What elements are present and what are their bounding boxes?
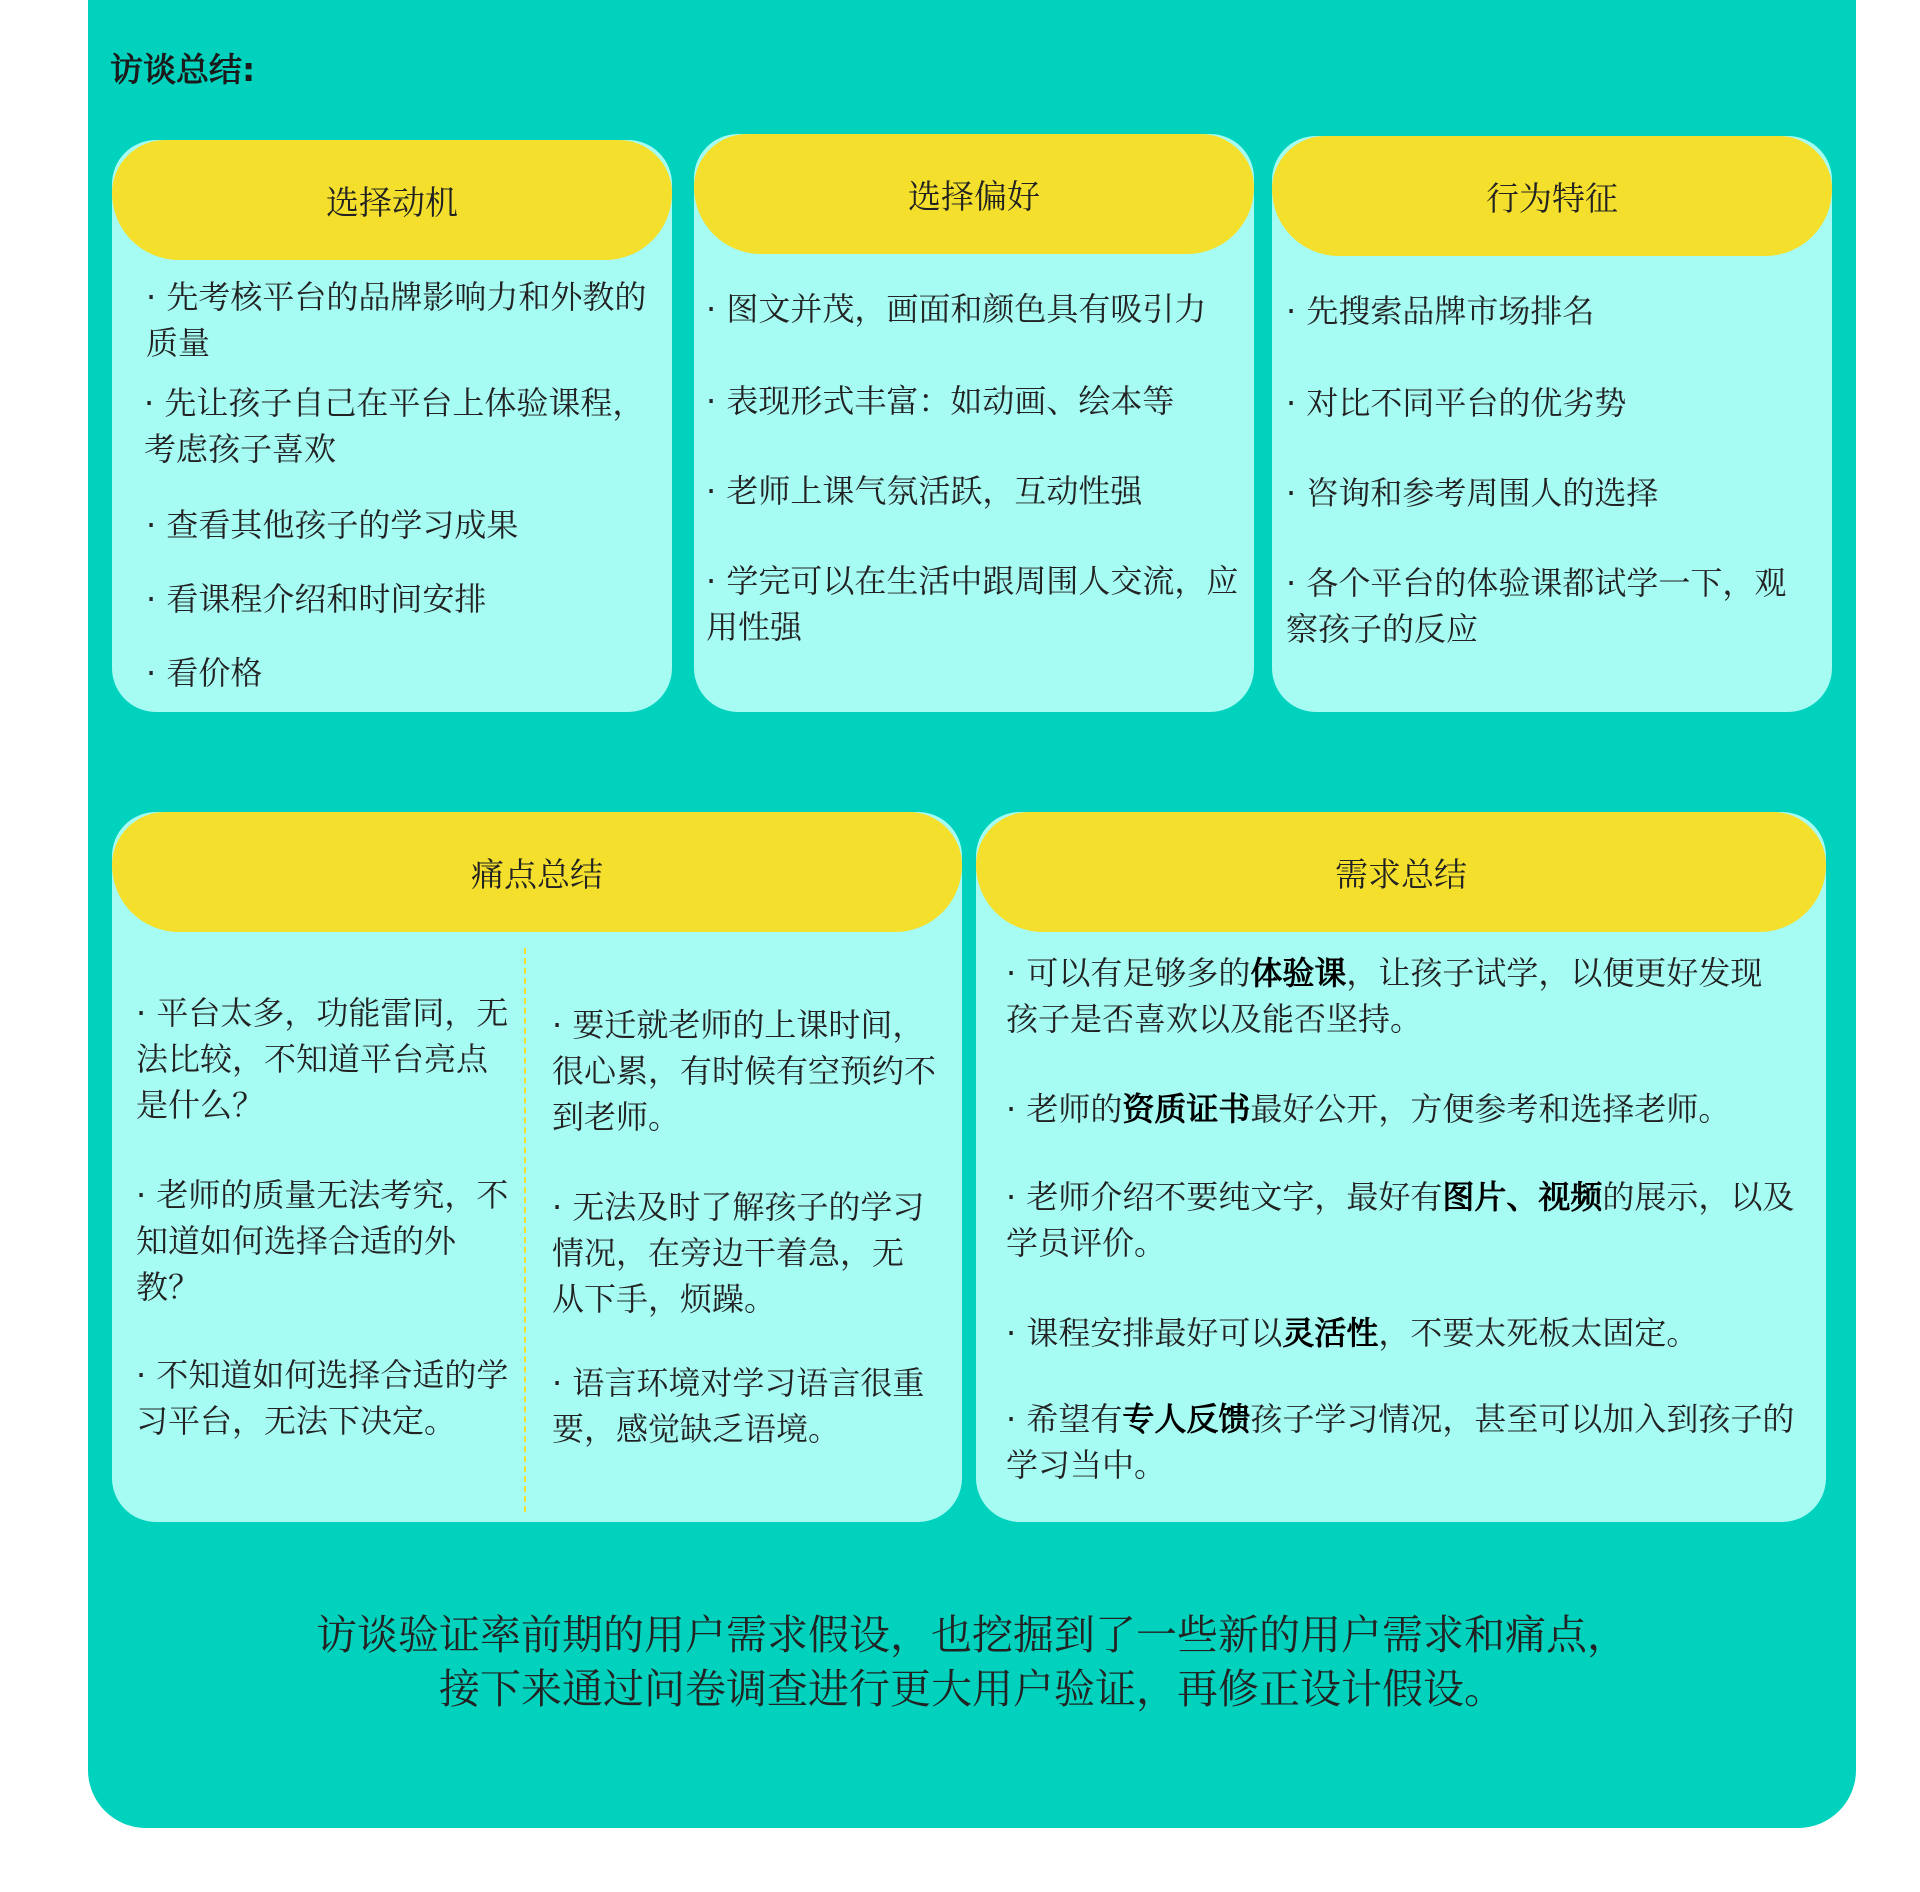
list-item: · 先考核平台的品牌影响力和外教的质量 <box>146 278 647 362</box>
card-header-preference: 选择偏好 <box>694 134 1254 254</box>
page-title: 访谈总结: <box>110 50 256 89</box>
conclusion-line-1: 访谈验证率前期的用户需求假设，也挖掘到了一些新的用户需求和痛点， <box>316 1611 1628 1659</box>
card-motivation <box>112 140 672 712</box>
list-item <box>1006 1086 1806 1132</box>
item-text: ，不要太死板太固定。 <box>1378 1314 1699 1352</box>
item-text: ，让孩子试学，以便更好发现孩子是否喜欢以及能否坚持。 <box>1006 954 1763 1038</box>
item-text: · 希望有 <box>1006 1400 1123 1438</box>
item-highlight: 专人反馈 <box>1122 1400 1251 1438</box>
list-item <box>1006 1174 1796 1266</box>
list-item: · 各个平台的体验课都试学一下，观察孩子的反应 <box>1286 564 1787 648</box>
list-item: · 无法及时了解孩子的学习情况，在旁边干着急，无从下手，烦躁。 <box>552 1188 925 1318</box>
list-item: · 要迁就老师的上课时间，很心累，有时候有空预约不到老师。 <box>552 1006 937 1136</box>
list-item: · 不知道如何选择合适的学习平台，无法下决定。 <box>136 1356 509 1440</box>
card-pain-points <box>112 812 962 1522</box>
list-item: · 对比不同平台的优劣势 <box>1286 384 1627 422</box>
item-text: · 可以有足够多的 <box>1006 954 1251 992</box>
list-item <box>1006 1396 1806 1488</box>
list-item: · 看价格 <box>146 654 263 692</box>
list-item: · 语言环境对学习语言很重要，感觉缺乏语境。 <box>552 1364 925 1448</box>
card-header-behavior: 行为特征 <box>1272 136 1832 256</box>
card-preference <box>694 134 1254 712</box>
card-header-pain-points: 痛点总结 <box>112 812 962 932</box>
list-item: · 查看其他孩子的学习成果 <box>146 506 519 544</box>
card-header-needs: 需求总结 <box>976 812 1826 932</box>
card-needs <box>976 812 1826 1522</box>
list-item: · 看课程介绍和时间安排 <box>146 580 487 618</box>
list-item: · 表现形式丰富：如动画、绘本等 <box>706 382 1175 420</box>
item-highlight: 资质证书 <box>1122 1090 1251 1128</box>
list-item: · 先搜索品牌市场排名 <box>1286 292 1595 330</box>
list-item <box>1006 950 1786 1042</box>
list-item: · 图文并茂，画面和颜色具有吸引力 <box>706 290 1207 328</box>
card-header-motivation: 选择动机 <box>112 140 672 260</box>
item-highlight: 灵活性 <box>1282 1314 1379 1352</box>
item-text: · 课程安排最好可以 <box>1006 1314 1283 1352</box>
list-item: · 老师上课气氛活跃，互动性强 <box>706 472 1143 510</box>
list-item: · 平台太多，功能雷同，无法比较，不知道平台亮点是什么？ <box>136 994 509 1124</box>
item-text: · 老师介绍不要纯文字，最好有 <box>1006 1178 1443 1216</box>
card-behavior <box>1272 136 1832 712</box>
list-item: · 老师的质量无法考究，不知道如何选择合适的外教？ <box>136 1176 509 1306</box>
list-item <box>1006 1310 1796 1356</box>
list-item: · 先让孩子自己在平台上体验课程，考虑孩子喜欢 <box>144 384 645 468</box>
item-text: 孩子学习情况，甚至可以加入到孩子的学习当中。 <box>1006 1400 1795 1484</box>
item-text: 最好公开，方便参考和选择老师。 <box>1250 1090 1731 1128</box>
item-highlight: 体验课 <box>1250 954 1347 992</box>
item-highlight: 图片、视频 <box>1442 1178 1603 1216</box>
item-text: 的展示，以及学员评价。 <box>1006 1178 1795 1262</box>
list-item: · 学完可以在生活中跟周围人交流，应用性强 <box>706 562 1239 646</box>
list-item: · 咨询和参考周围人的选择 <box>1286 474 1659 512</box>
conclusion-line-2: 接下来通过问卷调查进行更大用户验证，再修正设计假设。 <box>439 1665 1505 1713</box>
column-divider <box>524 948 526 1512</box>
item-text: · 老师的 <box>1006 1090 1123 1128</box>
